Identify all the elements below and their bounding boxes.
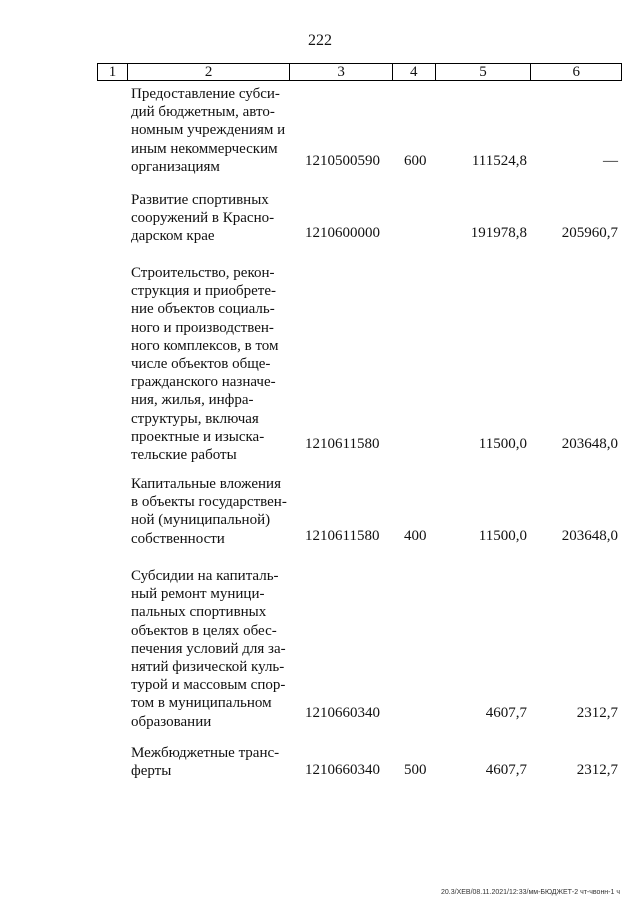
row-sum-2022: 203648,0 bbox=[561, 528, 618, 544]
row-sum-2021: 11500,0 bbox=[478, 528, 527, 544]
row-sum-2022: 2312,7 bbox=[576, 762, 618, 778]
row-sum-2021: 11500,0 bbox=[478, 436, 527, 452]
row-sum-2022: 2312,7 bbox=[576, 705, 618, 721]
row-code: 1210660340 bbox=[305, 762, 380, 778]
column-number-2: 2 bbox=[128, 64, 290, 80]
row-code: 1210660340 bbox=[305, 705, 380, 721]
row-name: Строительство, рекон- струкция и приобрете- ние объектов социаль- ного и производствен- ного комплексов, в том числе объектов обще- гражданского назначе- ния, жилья, инфра- структуры, включая проектные и изыска- тельские работы bbox=[131, 265, 279, 464]
row-name: Межбюджетные транс- ферты bbox=[131, 745, 280, 780]
row-vr: 400 bbox=[404, 528, 427, 544]
column-number-3: 3 bbox=[290, 64, 393, 80]
row-sum-2021: 4607,7 bbox=[485, 705, 527, 721]
row-sum-2022: 205960,7 bbox=[561, 225, 618, 241]
row-code: 1210611580 bbox=[305, 436, 380, 452]
page-number: 222 bbox=[308, 32, 332, 49]
row-sum-2021: 4607,7 bbox=[485, 762, 527, 778]
column-number-1: 1 bbox=[98, 64, 128, 80]
row-sum-2021: 111524,8 bbox=[471, 153, 527, 169]
row-name: Капитальные вложения в объекты государствен- ной (муниципальной) собственности bbox=[131, 476, 287, 547]
document-footer-stamp: 20.3/ХЕВ/08.11.2021/12:33/мм-БЮДЖЕТ-2 чт-чвонн-1 ч bbox=[441, 889, 620, 896]
row-sum-2022: — bbox=[603, 153, 618, 169]
row-name: Предоставление субси- дий бюджетным, авто- номным учреждениям и иным некоммерческим организациям bbox=[131, 86, 286, 175]
row-vr: 600 bbox=[404, 153, 427, 169]
row-sum-2021: 191978,8 bbox=[470, 225, 527, 241]
column-number-4: 4 bbox=[393, 64, 436, 80]
row-name: Развитие спортивных сооружений в Красно- дарском крае bbox=[131, 192, 275, 245]
row-code: 1210600000 bbox=[305, 225, 380, 241]
row-name: Субсидии на капиталь- ный ремонт муници- пальных спортивных объектов в целях обес- печения условий для за- нятий физической куль- турой и массовым спор- том в муниципальном образовании bbox=[131, 568, 286, 730]
table-header bbox=[97, 63, 622, 81]
column-number-6: 6 bbox=[572, 64, 580, 80]
row-vr: 500 bbox=[404, 762, 427, 778]
row-sum-2022: 203648,0 bbox=[561, 436, 618, 452]
row-code: 1210611580 bbox=[305, 528, 380, 544]
row-code: 1210500590 bbox=[305, 153, 380, 169]
column-number-5: 5 bbox=[436, 64, 532, 80]
